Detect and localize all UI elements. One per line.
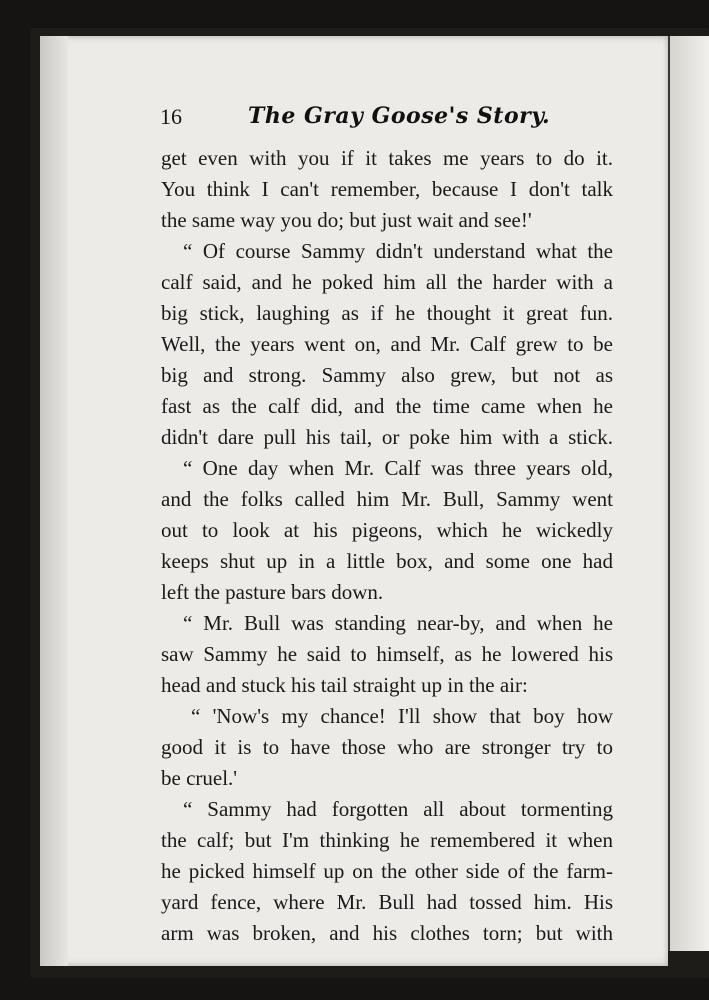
text-line: out to look at his pigeons, which he wickedly [161,518,613,542]
text-line: arm was broken, and his clothes torn; but with [161,921,613,945]
text-line: keeps shut up in a little box, and some one had [161,549,613,573]
running-title: The Gray Goose's Story. [248,103,551,129]
text-line: get even with you if it takes me years to do it. [161,146,613,170]
text-line: big and strong. Sammy also grew, but not as [161,363,613,387]
text-line: yard fence, where Mr. Bull had tossed him. His [161,890,613,914]
text-line: the same way you do; but just wait and see!' [161,208,532,232]
text-line: You think I can't remember, because I don't talk [161,177,613,201]
text-line: didn't dare pull his tail, or poke him with a stick. [161,425,613,449]
body-text [161,143,613,949]
page-header [0,104,709,134]
text-line: the calf; but I'm thinking he remembered it when [161,828,613,852]
text-line: be cruel.' [161,766,238,790]
text-line: big stick, laughing as if he thought it great fun. [161,301,613,325]
text-line: calf said, and he poked him all the harder with a [161,270,613,294]
text-line: Well, the years went on, and Mr. Calf grew to be [161,332,613,356]
text-line: “ Mr. Bull was standing near-by, and when he [183,611,613,635]
text-line: left the pasture bars down. [161,580,384,604]
text-line: good it is to have those who are stronger try to [161,735,613,759]
page-number: 16 [160,104,182,129]
text-line: head and stuck his tail straight up in the air: [161,673,528,697]
text-line: he picked himself up on the other side of the farm- [161,859,613,883]
text-line: saw Sammy he said to himself, as he lowered his [161,642,613,666]
text-line: “ One day when Mr. Calf was three years old, [183,456,613,480]
text-line: “ Of course Sammy didn't understand what the [183,239,613,263]
text-line: and the folks called him Mr. Bull, Sammy went [161,487,613,511]
text-line: fast as the calf did, and the time came when he [161,394,613,418]
adjacent-page-edge [668,36,709,951]
text-line: “ Sammy had forgotten all about tormenting [183,797,613,821]
text-line: “ 'Now's my chance! I'll show that boy how [191,704,613,728]
